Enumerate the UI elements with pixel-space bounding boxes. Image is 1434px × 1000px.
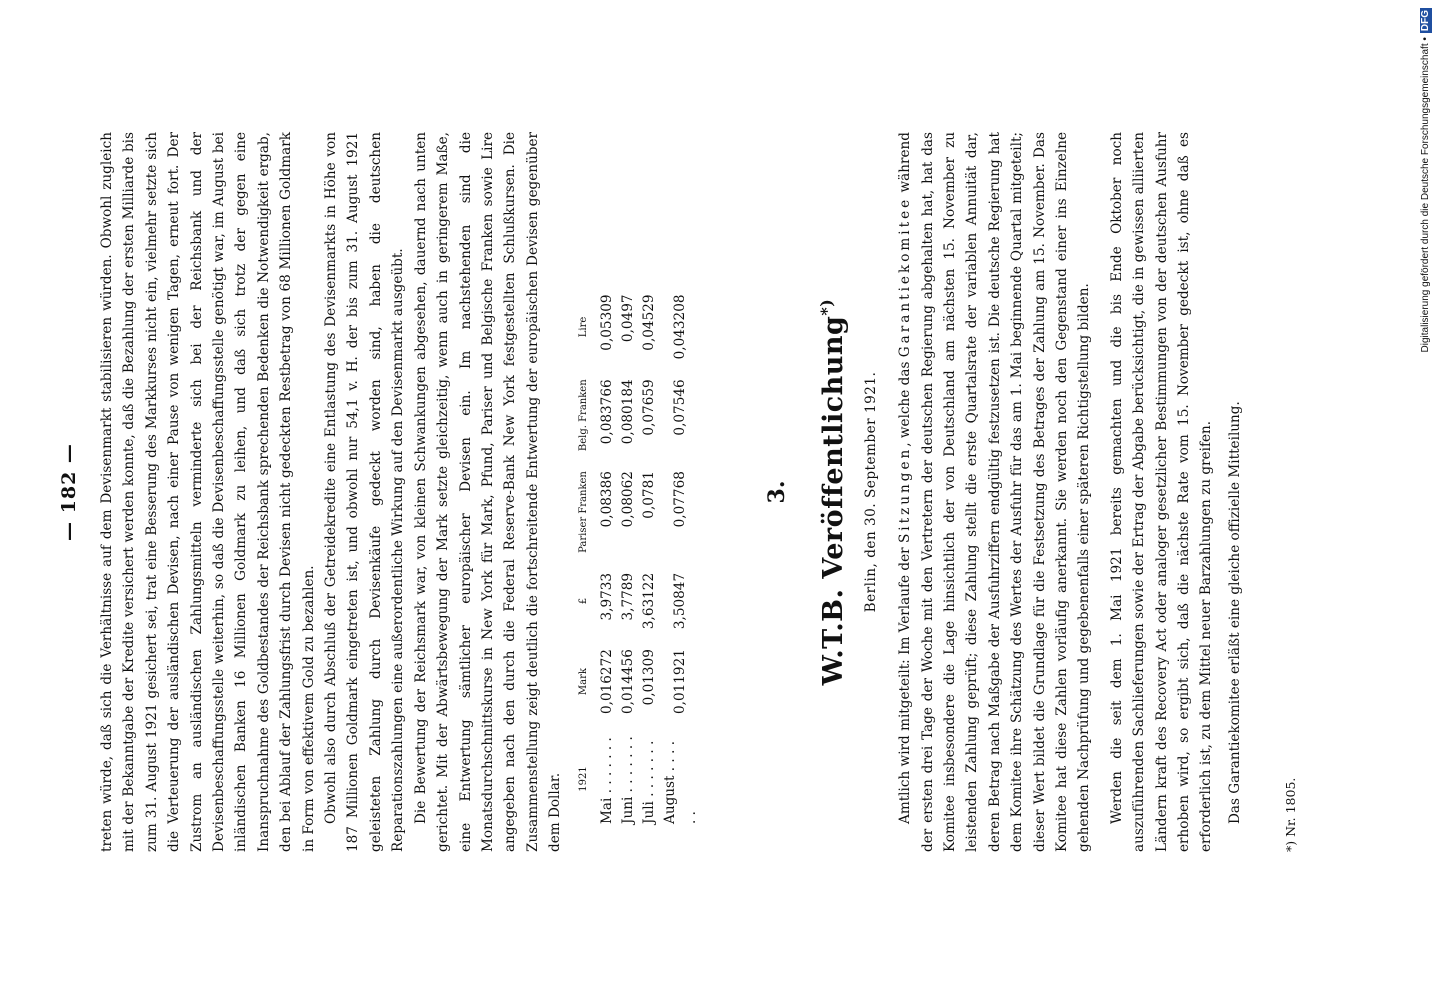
- dfg-attribution: [1416, 8, 1434, 388]
- table-row: [660, 284, 702, 834]
- table-cell: 0,07768: [672, 471, 689, 528]
- section-title: [816, 132, 850, 852]
- table-cell: 0,08386: [598, 471, 615, 528]
- paragraph-amtlich: [894, 132, 1096, 852]
- footnote-marker: *): [817, 298, 837, 316]
- table-cell: 0,080184: [619, 379, 636, 445]
- paragraph-amtlich-lead: Amtlich wird mitgeteilt: Im Verlaufe der: [897, 543, 914, 824]
- table-header: Pariser Franken: [577, 471, 589, 553]
- table-cell: Mai . . . . . . .: [598, 737, 615, 824]
- table-header: Mark: [577, 668, 589, 696]
- table-cell: August . . . . . .: [661, 740, 699, 824]
- page-content: [96, 132, 1300, 852]
- table-row: [597, 284, 618, 834]
- paragraph-amtlich-spaced: Sitzungen: [897, 446, 914, 544]
- table-cell: Juli . . . . . . .: [640, 740, 657, 824]
- dfg-logo: DFG: [1420, 10, 1431, 32]
- paragraph-amtlich-spaced-2: Garantiekomitee: [897, 196, 914, 358]
- paragraph-amtlich-mid: , welche das: [897, 357, 914, 447]
- table-header: 1921: [577, 766, 589, 792]
- table-cell: 0,043208: [672, 294, 689, 360]
- page-number: — 182 —: [58, 443, 80, 541]
- table-cell: 0,0497: [619, 294, 636, 343]
- table-cell: 0,014456: [619, 649, 636, 714]
- table-header: Lire: [577, 316, 589, 338]
- table-header: Belg. Franken: [577, 379, 589, 452]
- table-cell: 3,9733: [598, 572, 615, 621]
- table-row: [639, 284, 660, 834]
- table-cell: 0,07659: [640, 379, 657, 436]
- footnote: *) Nr. 1805.: [1283, 777, 1299, 852]
- dateline: Berlin, den 30. September 1921.: [862, 371, 879, 613]
- table-cell: 0,01309: [640, 649, 657, 706]
- table-cell: 0,04529: [640, 294, 657, 351]
- table-cell: Juni . . . . . . .: [619, 736, 636, 824]
- exchange-rate-table: [573, 284, 702, 834]
- table-cell: 3,50847: [672, 572, 689, 630]
- paragraph-bewertung: Die Bewertung der Reichsmark war, von kleinen Schwankungen abgesehen, dauernd nach unten gerichtet. Mit der Abwärtsbewegung der Mark setzte gleichzeitig, wenn auch in geringerem Maße, eine Entwertung sämtlicher europäischer Devisen ein. Im nachstehenden sind die Monatsdurchschnittskurse in New York für Mark, Pfund, Pariser und Belgische Franken sowie Lire angegeben nach den durch die Federal Reserve-Bank New York festgestellten Schlußkursen. Die Zusammenstellung zeigt deutlich die fortschreitende Entwertung der europäischen Devisen gegenüber dem Dollar.: [412, 132, 564, 852]
- paragraph-devisenmarkt: treten würde, daß sich die Verhältnisse auf dem Devisenmarkt stabilisieren würden. Obwohl zugleich mit der Bekanntgabe der Kredite versichert werden konnte, daß die Bezahlung der ersten Milliarde bis zum 31. August 1921 gesichert sei, trat eine Besserung des Markkurses nicht ein, vielmehr setzte sich die Verteuerung der ausländischen Devisen, nach einer Pause von wenigen Tagen, erneut fort. Der Zustrom an ausländischen Zahlungsmitteln verminderte sich bei der Reichsbank und der Devisenbeschaffungsstelle weiterhin, so daß die Devisenbeschaffungsstelle genötigt war, im August bei inländischen Banken 16 Millionen Goldmark zu leihen, und daß sich trotz der gegen eine Inanspruchnahme des Goldbestandes der Reichsbank sprechenden Bedenken die Notwendigkeit ergab, den bei Ablauf der Zahlungsfrist durch Devisen nicht gedeckten Restbetrag von 68 Millionen Goldmark in Form von effektivem Gold zu bezahlen.: [99, 132, 317, 852]
- paragraph-garantiekomitee: Das Garantiekomitee erläßt eine gleiche offizielle Mitteilung.: [1226, 401, 1243, 824]
- section-number: 3.: [763, 480, 790, 504]
- table-cell: 3,7789: [619, 572, 636, 621]
- table-cell: 3,63122: [640, 572, 657, 630]
- table-cell: 0,083766: [598, 379, 615, 445]
- table-cell: 0,0781: [640, 471, 657, 519]
- table-cell: 0,011921: [672, 649, 689, 714]
- table-row: [618, 284, 639, 834]
- section-title-text: W.T.B. Veröffentlichung: [818, 315, 850, 686]
- table-header: £: [577, 597, 589, 605]
- paragraph-amtlich-rest: während der ersten drei Tage der Woche mit den Vertretern der deutschen Regierung abgehalten hat, hat das Komitee insbesondere die Lage hinsichtlich der von Deutschland am nächsten 15. November zu leistenden Zahlung geprüft; diese Zahlung stellt die erste Quartalsrate der variablen Annuität dar, deren Betrag nach Maßgabe der Ausfuhrziffern endgültig festzusetzen ist. Die deutsche Regierung hat dem Komitee ihre Schätzung des Wertes der Ausfuhr für das am 1. Mai beginnende Quartal mitgeteilt; dieser Wert bildet die Grundlage für die Festsetzung des Betrages der Zahlung am 15. November. Das Komitee hat diese Zahlen vorläufig anerkannt. Sie werden noch den Gegenstand einer ins Einzelne gehenden Nachprüfung und gegebenenfalls einer späteren Richtigstellung bilden.: [897, 131, 1093, 852]
- table-cell: 0,08062: [619, 471, 636, 528]
- table-header-row: [573, 284, 597, 834]
- dfg-attribution-text: [1416, 8, 1434, 388]
- paragraph-sachlieferungen: Werden die seit dem 1. Mai 1921 bereits gemachten und die bis Ende Oktober noch auszuführenden Sachlieferungen sowie der Ertrag der Abgabe berücksichtigt, die in gewissen alliierten Ländern kraft des Recovery Act oder analoger gesetzlicher Bestimmungen von der deutschen Ausfuhr erhoben wird, so ergibt sich, daß die nächste Rate vom 15. November gedeckt ist, ohne daß es erforderlich ist, zu dem Mittel neuer Barzahlungen zu greifen.: [1108, 132, 1215, 852]
- paragraph-getreidekredite: Obwohl also durch Abschluß der Getreidekredite eine Entlastung des Devisenmarkts in Höhe von 187 Millionen Goldmark eingetreten ist, und obwohl nur 54,1 v. H. der bis zum 31. August 1921 geleisteten Zahlung durch Devisenkäufe gedeckt worden sind, haben die deutschen Reparationszahlungen eine außerordentliche Wirkung auf den Devisenmarkt ausgeübt.: [323, 132, 407, 852]
- table-cell: 0,016272: [598, 649, 615, 714]
- table-cell: 0,05309: [598, 294, 615, 351]
- dfg-attribution-label: Digitalisierung gefördert durch die Deutsche Forschungsgemeinschaft •: [1420, 37, 1431, 353]
- table-cell: 0,07546: [672, 379, 689, 436]
